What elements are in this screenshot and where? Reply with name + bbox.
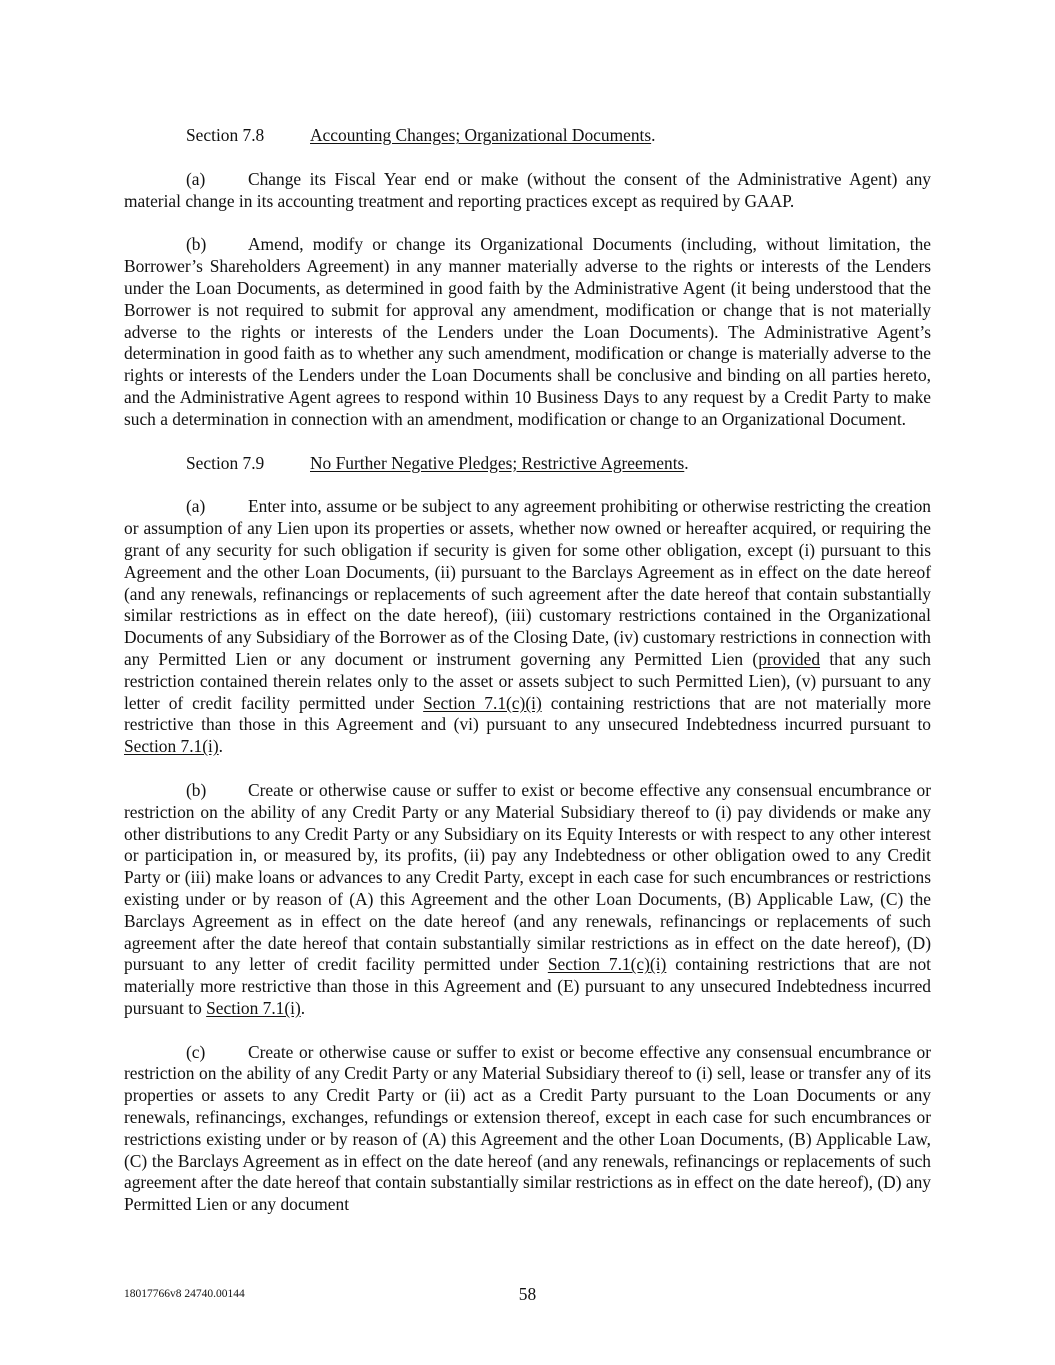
clause-text: containing restrictions that are not materially more restrictive than those in this Agreement and (E) pursuant to any unsecured Indebtedness incurred pursuant to [124,954,932,1018]
clause-label: (b) [186,779,207,800]
clause-label: (c) [186,1041,206,1062]
section-7-9-heading [124,453,931,475]
section-7-8-a [124,169,931,213]
section-7-8-b [124,234,931,430]
heading-period: . [684,452,689,473]
section-title: Accounting Changes; Organizational Documents [310,125,652,145]
clause-text: containing restrictions that are not materially more restrictive than those in this Agreement and (vi) pursuant to any unsecured Indebtedness incurred pursuant to [124,692,931,735]
clause-text: that any such restriction contained therein relates only to the asset or assets subject to such Permitted Lien), (v) pursuant to any letter of credit facility permitted under [124,648,932,713]
section-reference: Section 7.1(i) [124,736,219,757]
document-id: 18017766v8 24740.00144 [124,1288,245,1300]
clause-label: (a) [186,168,206,189]
section-reference: Section 7.1(c)(i) [423,692,542,713]
section-7-9-c [124,1042,931,1216]
provided-term: provided [758,648,821,669]
section-7-9-a [124,496,931,758]
clause-text: Create or otherwise cause or suffer to exist or become effective any consensual encumbrance or restriction on the ability of any Credit Party or any Material Subsidiary thereof to (i) pay dividends or make any other distributions to any Credit Party or any Subsidiary on its Equity Interests or with respect to any other interest or participation in, or measured by, its profits, (ii) pay any Indebtedness or other obligation owed to any Credit Party or (iii) make loans or advances to any Credit Party, except in each case for such encumbrances or restrictions existing under or by reason of (A) this Agreement and the other Loan Documents, (B) Applicable Law, (C) the Barclays Agreement as in effect on the date hereof (and any renewals, refinancings or replacements of such agreement after the date hereof that contain substantially similar restrictions as in effect on the date hereof), (D) pursuant to any letter of credit facility permitted under [124,779,931,975]
section-7-8-heading [124,125,931,147]
section-7-9-b [124,780,931,1020]
clause-text: . [300,997,306,1018]
heading-period: . [651,125,656,145]
section-number: Section 7.8 [186,125,265,145]
clause-label: (a) [186,496,206,517]
section-number: Section 7.9 [186,452,265,473]
section-title: No Further Negative Pledges; Restrictive Agreements [310,452,685,473]
section-reference: Section 7.1(i) [206,997,301,1018]
clause-text: Amend, modify or change its Organizational Documents (including, without limitation, the Borrower’s Shareholders Agreement) in any manner materially adverse to the rights or interests of the Lenders under the Loan Documents, as determined in good faith by the Administrative Agent (it being understood that the Borrower is not required to submit for approval any amendment, modification or change that is not materially adverse to the rights or interests of the Lenders under the Loan Documents). The Administrative Agent’s determination in good faith as to whether any such amendment, modification or change is materially adverse to the rights or interests of the Lenders under the Loan Documents shall be conclusive and binding on all parties hereto, and the Administrative Agent agrees to respond within 10 Business Days to any request by a Credit Party to make such a determination in connection with an amendment, modification or change to an Organizational Document. [124,234,931,429]
clause-text: Change its Fiscal Year end or make (without the consent of the Administrative Agent) any material change in its accounting treatment and reporting practices except as required by GAAP. [124,168,931,211]
section-reference: Section 7.1(c)(i) [547,954,667,975]
page-number: 58 [518,1284,537,1304]
clause-label: (b) [186,234,207,255]
clause-text: Create or otherwise cause or suffer to exist or become effective any consensual encumbrance or restriction on the ability of any Credit Party or any Material Subsidiary thereof to (i) sell, lease or transfer any of its properties or assets to any Credit Party or (ii) act as a Credit Party pursuant to the Loan Documents or any renewals, refinancings, exchanges, refundings or extension thereof, except in each case for such encumbrances or restrictions existing under or by reason of (A) this Agreement and the other Loan Documents, (B) Applicable Law, (C) the Barclays Agreement as in effect on the date hereof (and any renewals, refinancings or replacements of such agreement after the date hereof that contain substantially similar restrictions as in effect on the date hereof), (D) any Permitted Lien or any document [124,1041,931,1215]
page-body [124,125,931,1238]
clause-text: Enter into, assume or be subject to any agreement prohibiting or otherwise restricting the creation or assumption of any Lien upon its properties or assets, whether now owned or hereafter acquired, or requiring the grant of any security for such obligation if security is given for some other obligation, except (i) pursuant to this Agreement and the other Loan Documents, (ii) pursuant to the Barclays Agreement as in effect on the date hereof (and any renewals, refinancings or replacements of such agreement after the date hereof that contain substantially similar restrictions as in effect on the date hereof), (iii) customary restrictions contained in the Organizational Documents of any Subsidiary of the Borrower as of the Closing Date, (iv) customary restrictions in connection with any Permitted Lien or any document or instrument governing any Permitted Lien ( [124,496,931,669]
clause-text: . [218,736,224,757]
